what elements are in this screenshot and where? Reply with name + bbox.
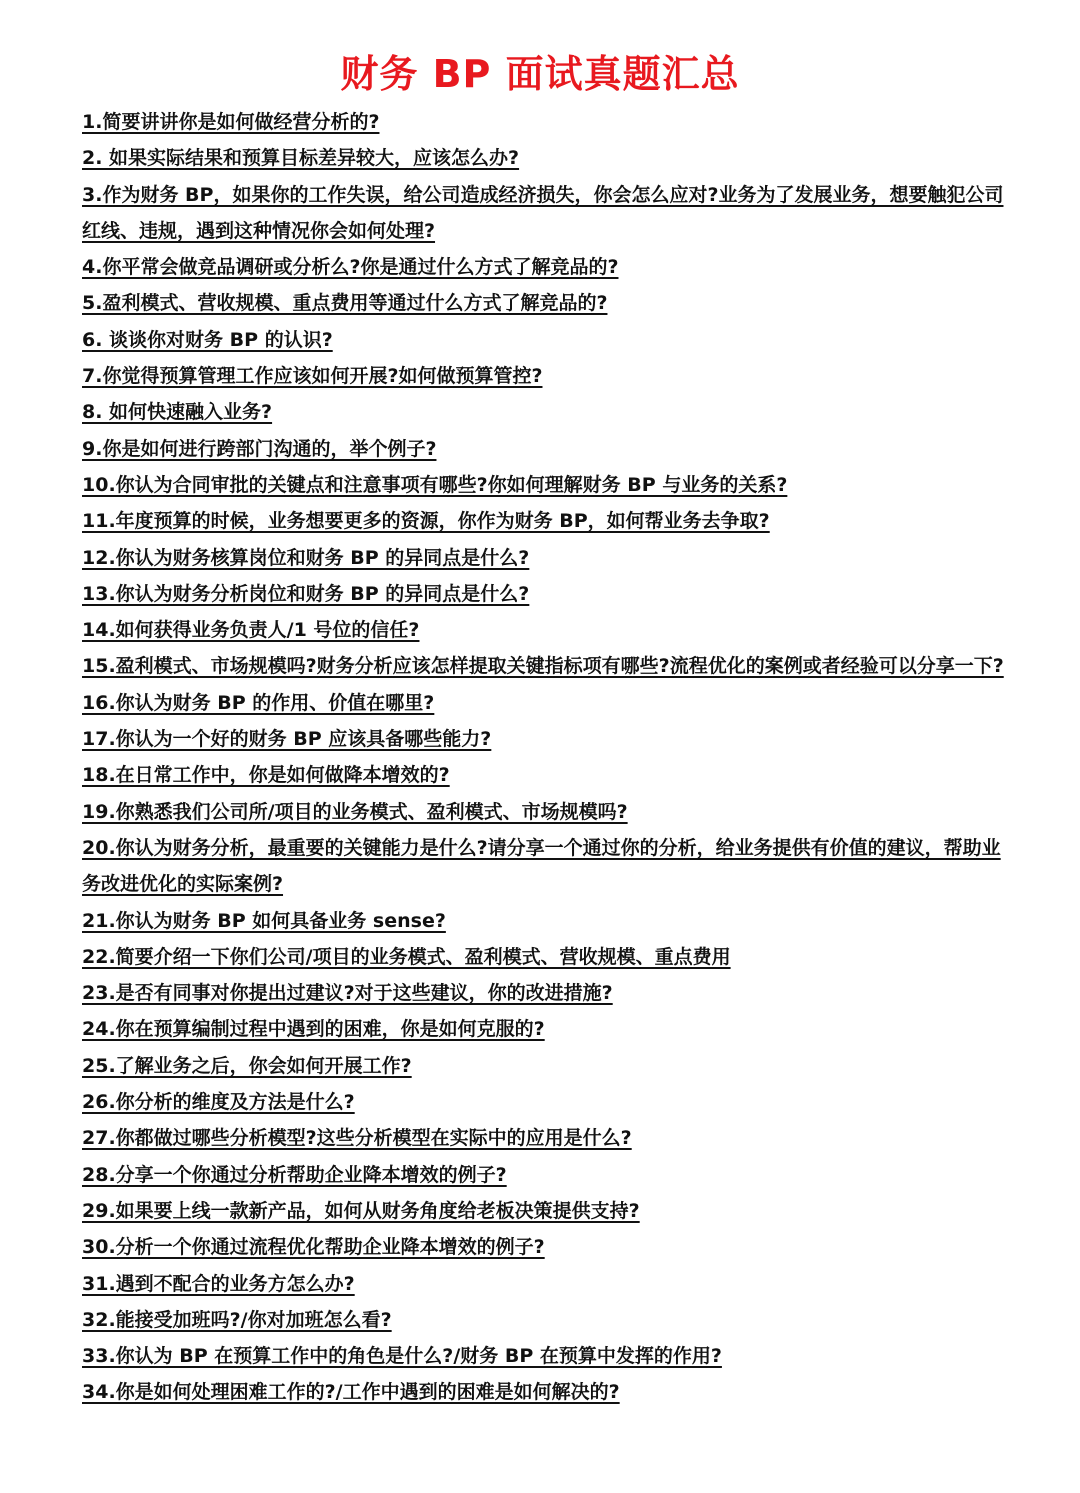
question-item — [82, 939, 1007, 975]
question-item — [82, 394, 1007, 430]
question-text: 32.能接受加班吗?/你对加班怎么看? — [82, 1308, 392, 1331]
question-item — [82, 685, 1007, 721]
question-text: 10.你认为合同审批的关键点和注意事项有哪些?你如何理解财务 BP 与业务的关系? — [82, 473, 788, 496]
question-item — [82, 503, 1007, 539]
question-item — [82, 1338, 1007, 1374]
question-text: 33.你认为 BP 在预算工作中的角色是什么?/财务 BP 在预算中发挥的作用? — [82, 1345, 722, 1368]
page-title: 财务 BP 面试真题汇总 — [340, 52, 740, 96]
question-text: 21.你认为财务 BP 如何具备业务 sense? — [82, 909, 446, 932]
question-text: 5.盈利模式、营收规模、重点费用等通过什么方式了解竞品的? — [82, 292, 608, 315]
question-text: 3.作为财务 BP，如果你的工作失误，给公司造成经济损失，你会怎么应对?业务为了发展业务，想要触犯公司红线、违规，遇到这种情况你会如何处理? — [82, 183, 1004, 242]
question-text: 24.你在预算编制过程中遇到的困难，你是如何克服的? — [82, 1018, 545, 1041]
question-text: 12.你认为财务核算岗位和财务 BP 的异同点是什么? — [82, 546, 530, 569]
question-text: 13.你认为财务分析岗位和财务 BP 的异同点是什么? — [82, 582, 530, 605]
question-text: 14.如何获得业务负责人/1 号位的信任? — [82, 619, 420, 642]
question-text: 23.是否有同事对你提出过建议?对于这些建议，你的改进措施? — [82, 982, 613, 1005]
question-text: 20.你认为财务分析，最重要的关键能力是什么?请分享一个通过你的分析，给业务提供有价值的建议，帮助业务改进优化的实际案例? — [82, 836, 1001, 896]
question-item — [82, 140, 1007, 176]
question-item — [82, 431, 1007, 467]
question-item — [82, 757, 1007, 793]
question-list — [82, 104, 1007, 1411]
question-text: 25.了解业务之后，你会如何开展工作? — [82, 1054, 412, 1077]
question-item — [82, 612, 1007, 648]
question-item — [82, 830, 1007, 903]
question-item — [82, 1374, 1007, 1410]
question-text: 18.在日常工作中，你是如何做降本增效的? — [82, 764, 450, 787]
question-item — [82, 104, 1007, 140]
question-text: 8. 如何快速融入业务? — [82, 401, 273, 424]
question-item — [82, 285, 1007, 321]
question-item — [82, 1302, 1007, 1338]
question-item — [82, 794, 1007, 830]
question-item — [82, 903, 1007, 939]
question-text: 16.你认为财务 BP 的作用、价值在哪里? — [82, 691, 435, 714]
question-item — [82, 322, 1007, 358]
question-text: 22.简要介绍一下你们公司/项目的业务模式、盈利模式、营收规模、重点费用 — [82, 945, 731, 968]
question-text: 11.年度预算的时候，业务想要更多的资源，你作为财务 BP，如何帮业务去争取? — [82, 510, 770, 533]
question-item — [82, 177, 1007, 250]
question-item — [82, 1084, 1007, 1120]
question-text: 17.你认为一个好的财务 BP 应该具备哪些能力? — [82, 728, 492, 751]
question-item — [82, 249, 1007, 285]
question-item — [82, 1120, 1007, 1156]
question-text: 26.你分析的维度及方法是什么? — [82, 1091, 355, 1114]
question-text: 28.分享一个你通过分析帮助企业降本增效的例子? — [82, 1163, 507, 1186]
question-item — [82, 721, 1007, 757]
question-item — [82, 540, 1007, 576]
question-text: 15.盈利模式、市场规模吗?财务分析应该怎样提取关键指标项有哪些?流程优化的案例或者经验可以分享一下? — [82, 655, 1004, 678]
question-text: 1.简要讲讲你是如何做经营分析的? — [82, 111, 380, 133]
question-text: 7.你觉得预算管理工作应该如何开展?如何做预算管控? — [82, 365, 543, 388]
question-text: 19.你熟悉我们公司所/项目的业务模式、盈利模式、市场规模吗? — [82, 800, 628, 823]
question-item — [82, 576, 1007, 612]
question-text: 29.如果要上线一款新产品，如何从财务角度给老板决策提供支持? — [82, 1199, 640, 1222]
question-text: 30.分析一个你通过流程优化帮助企业降本增效的例子? — [82, 1236, 545, 1259]
question-text: 9.你是如何进行跨部门沟通的，举个例子? — [82, 437, 437, 460]
question-text: 31.遇到不配合的业务方怎么办? — [82, 1272, 355, 1295]
question-item — [82, 1011, 1007, 1047]
question-text: 4.你平常会做竞品调研或分析么?你是通过什么方式了解竞品的? — [82, 256, 619, 279]
question-item — [82, 467, 1007, 503]
question-item — [82, 1266, 1007, 1302]
question-item — [82, 648, 1007, 684]
question-text: 6. 谈谈你对财务 BP 的认识? — [82, 328, 333, 351]
question-text: 27.你都做过哪些分析模型?这些分析模型在实际中的应用是什么? — [82, 1127, 632, 1150]
question-text: 34.你是如何处理困难工作的?/工作中遇到的困难是如何解决的? — [82, 1381, 620, 1404]
question-item — [82, 1048, 1007, 1084]
question-item — [82, 358, 1007, 394]
question-text: 2. 如果实际结果和预算目标差异较大，应该怎么办? — [82, 147, 520, 170]
question-item — [82, 1229, 1007, 1265]
question-item — [82, 1157, 1007, 1193]
question-item — [82, 1193, 1007, 1229]
question-item — [82, 975, 1007, 1011]
